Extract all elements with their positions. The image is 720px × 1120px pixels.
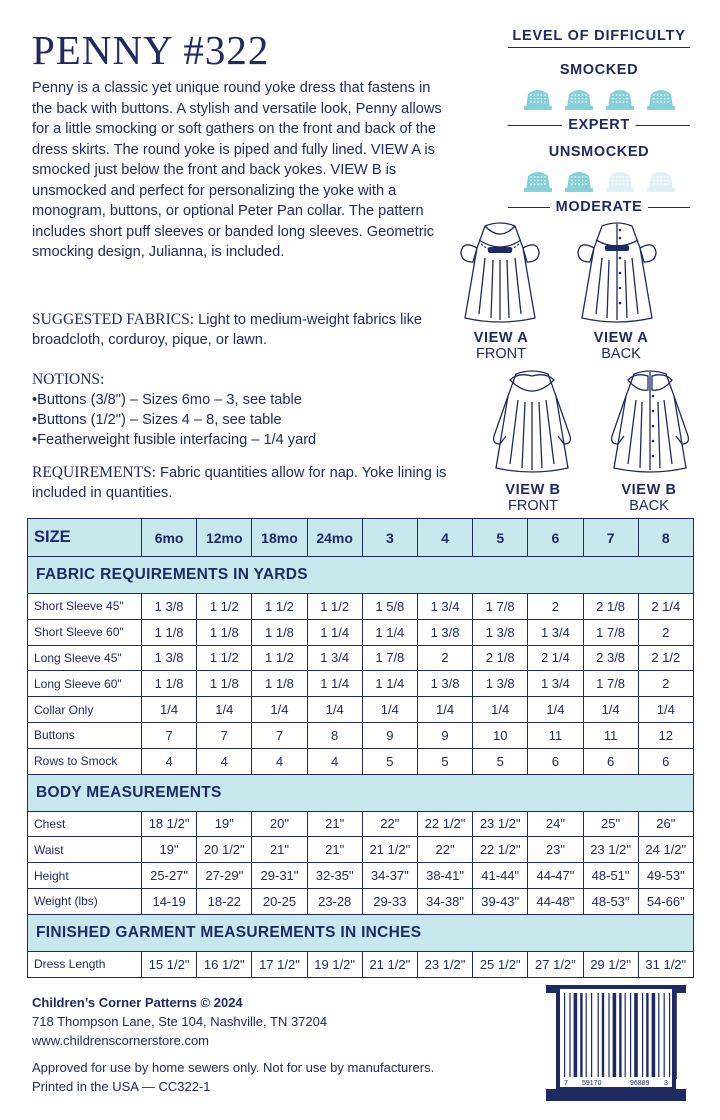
table-cell: 44-47"	[528, 863, 583, 889]
table-cell: 23 1/2"	[473, 811, 528, 837]
table-cell: 22 1/2"	[417, 811, 472, 837]
table-cell: 20-25	[252, 888, 307, 914]
size-header-cell: 24mo	[307, 519, 362, 557]
barcode-digit-left: 7	[564, 1080, 568, 1087]
table-cell: 1/4	[528, 697, 583, 723]
view-b-back-illustration	[604, 366, 696, 478]
table-row	[28, 837, 694, 863]
table-cell: 1 1/2	[252, 594, 307, 620]
table-cell: 1 3/8	[473, 619, 528, 645]
table-cell: 19"	[142, 837, 197, 863]
table-row	[28, 645, 694, 671]
table-row	[28, 594, 694, 620]
footer-notice	[32, 1058, 434, 1096]
unsmocked-label: UNSMOCKED	[548, 144, 650, 160]
table-cell: 1 1/2	[252, 645, 307, 671]
table-cell: 1/4	[197, 697, 252, 723]
size-header-cell: 6mo	[142, 519, 197, 557]
table-cell: 4	[307, 748, 362, 774]
table-cell: 1 3/8	[417, 619, 472, 645]
smocked-label: SMOCKED	[559, 62, 639, 78]
table-cell: 2 1/4	[528, 645, 583, 671]
table-cell: 22"	[362, 811, 417, 837]
table-cell: 11	[528, 722, 583, 748]
table-cell: 17 1/2"	[252, 951, 307, 977]
table-cell: 23 1/2"	[417, 951, 472, 977]
table-cell: 1 1/8	[197, 671, 252, 697]
suggested-fabrics	[32, 310, 472, 350]
size-header-cell: 3	[362, 519, 417, 557]
thimble-icon	[602, 86, 638, 110]
table-cell: 32-35"	[307, 863, 362, 889]
notions-list	[32, 390, 472, 450]
table-cell: 1 3/4	[528, 671, 583, 697]
view-a-back-label	[576, 330, 666, 362]
barcode-digit-right: 3	[664, 1080, 668, 1087]
section-title: FABRIC REQUIREMENTS IN YARDS	[28, 557, 694, 594]
table-cell: 7	[142, 722, 197, 748]
pattern-title: PENNY #322	[32, 27, 270, 73]
table-cell: 1 3/8	[142, 645, 197, 671]
notion-item: • Featherweight fusible interfacing – 1/4 yard	[32, 430, 472, 450]
table-cell: 38-41"	[417, 863, 472, 889]
printed-line: Printed in the USA — CC322-1	[32, 1079, 211, 1094]
company-name: Children’s Corner Patterns © 2024	[32, 995, 243, 1010]
table-cell: 19 1/2"	[307, 951, 362, 977]
table-section-header	[28, 774, 694, 811]
table-cell: 48-51"	[583, 863, 638, 889]
row-label: Chest	[28, 811, 142, 837]
row-label: Long Sleeve 60"	[28, 671, 142, 697]
table-cell: 16 1/2"	[197, 951, 252, 977]
table-cell: 31 1/2"	[638, 951, 693, 977]
table-cell: 34-37"	[362, 863, 417, 889]
size-header-cell: 18mo	[252, 519, 307, 557]
suggested-fabrics-text: Light to medium-weight fabrics like broadcloth, corduroy, pique, or lawn.	[32, 312, 422, 348]
table-cell: 1/4	[638, 697, 693, 723]
usage-notice: Approved for use by home sewers only. Not for use by manufacturers.	[32, 1060, 435, 1075]
table-cell: 29-31"	[252, 863, 307, 889]
view-a-back-illustration	[572, 218, 662, 328]
thimble-icon	[561, 168, 597, 192]
table-cell: 1 3/4	[528, 619, 583, 645]
size-header-label: SIZE	[28, 519, 142, 557]
table-cell: 41-44"	[473, 863, 528, 889]
table-cell: 2 1/2	[638, 645, 693, 671]
table-cell: 8	[307, 722, 362, 748]
size-header-cell: 12mo	[197, 519, 252, 557]
table-cell: 1 3/4	[307, 645, 362, 671]
table-cell: 14-19	[142, 888, 197, 914]
section-title: FINISHED GARMENT MEASUREMENTS IN INCHES	[28, 914, 694, 951]
table-cell: 5	[362, 748, 417, 774]
notion-item: • Buttons (3/8") – Sizes 6mo – 3, see table	[32, 390, 472, 410]
table-cell: 1 1/4	[307, 619, 362, 645]
table-cell: 25"	[583, 811, 638, 837]
company-website: www.childrenscornerstore.com	[32, 1033, 210, 1048]
table-cell: 2 3/8	[583, 645, 638, 671]
table-cell: 1 1/8	[197, 619, 252, 645]
table-cell: 1/4	[142, 697, 197, 723]
notion-item: • Buttons (1/2") – Sizes 4 – 8, see table	[32, 410, 472, 430]
table-cell: 1 5/8	[362, 594, 417, 620]
table-row	[28, 888, 694, 914]
table-cell: 1 1/2	[307, 594, 362, 620]
table-cell: 22"	[417, 837, 472, 863]
table-cell: 25-27"	[142, 863, 197, 889]
table-cell: 9	[362, 722, 417, 748]
row-label: Short Sleeve 45"	[28, 594, 142, 620]
table-cell: 23-28	[307, 888, 362, 914]
section-title: BODY MEASUREMENTS	[28, 774, 694, 811]
table-cell: 1 7/8	[583, 619, 638, 645]
table-cell: 21"	[252, 837, 307, 863]
table-cell: 6	[638, 748, 693, 774]
requirements	[32, 463, 472, 503]
table-cell: 18-22	[197, 888, 252, 914]
table-cell: 20 1/2"	[197, 837, 252, 863]
table-row	[28, 722, 694, 748]
table-cell: 2	[528, 594, 583, 620]
table-cell: 4	[142, 748, 197, 774]
unsmocked-thimbles	[508, 168, 690, 192]
table-cell: 4	[197, 748, 252, 774]
size-header-cell: 8	[638, 519, 693, 557]
row-label: Waist	[28, 837, 142, 863]
row-label: Long Sleeve 45"	[28, 645, 142, 671]
table-row	[28, 619, 694, 645]
table-cell: 12	[638, 722, 693, 748]
table-cell: 1/4	[252, 697, 307, 723]
table-cell: 21 1/2"	[362, 837, 417, 863]
smocked-level-text: EXPERT	[562, 117, 636, 133]
table-cell: 4	[252, 748, 307, 774]
table-cell: 1 1/4	[362, 619, 417, 645]
thimble-icon	[520, 86, 556, 110]
table-cell: 34-38"	[417, 888, 472, 914]
thimble-icon	[643, 86, 679, 110]
table-cell: 23"	[528, 837, 583, 863]
table-cell: 39-43"	[473, 888, 528, 914]
row-label: Buttons	[28, 722, 142, 748]
smocked-level	[508, 116, 690, 134]
table-cell: 1 1/2	[197, 594, 252, 620]
table-cell: 21"	[307, 837, 362, 863]
view-name: VIEW B	[505, 482, 561, 498]
table-cell: 1/4	[307, 697, 362, 723]
table-cell: 1/4	[417, 697, 472, 723]
table-cell: 10	[473, 722, 528, 748]
view-name: VIEW A	[473, 330, 529, 346]
table-cell: 1 1/2	[197, 645, 252, 671]
table-cell: 2 1/8	[473, 645, 528, 671]
unsmocked-level	[508, 198, 690, 216]
view-b-front-label	[488, 482, 578, 514]
table-cell: 19"	[197, 811, 252, 837]
table-cell: 9	[417, 722, 472, 748]
pattern-description: Penny is a classic yet unique round yoke dress that fastens in the back with buttons. A stylish and versatile look, Penny allows for a little smocking or soft gathers on the front and back of the dress skirts. The round yoke is piped and fully lined. VIEW A is smocked just below the front and back yokes. VIEW B is unsmocked and perfect for personalizing the yoke with a monogram, buttons, or optional Peter Pan collar. The pattern includes short puff sleeves or banded long sleeves. Geometric smocking design, Julianna, is included.	[32, 80, 442, 260]
table-cell: 2 1/8	[583, 594, 638, 620]
table-cell: 54-66"	[638, 888, 693, 914]
suggested-fabrics-heading: SUGGESTED FABRICS:	[32, 311, 195, 328]
row-label: Dress Length	[28, 951, 142, 977]
table-cell: 5	[417, 748, 472, 774]
table-cell: 24"	[528, 811, 583, 837]
table-cell: 1 1/8	[252, 671, 307, 697]
table-cell: 25 1/2"	[473, 951, 528, 977]
table-cell: 7	[197, 722, 252, 748]
table-cell: 2	[638, 671, 693, 697]
table-cell: 5	[473, 748, 528, 774]
notions-heading: NOTIONS:	[32, 371, 105, 388]
size-header-cell: 5	[473, 519, 528, 557]
smocked-thimbles	[508, 86, 690, 110]
table-row	[28, 951, 694, 977]
table-cell: 2	[638, 619, 693, 645]
table-cell: 7	[252, 722, 307, 748]
row-label: Short Sleeve 60"	[28, 619, 142, 645]
view-name: VIEW B	[621, 482, 677, 498]
table-cell: 1 1/8	[142, 671, 197, 697]
unsmocked-level-text: MODERATE	[550, 199, 649, 215]
requirements-text: Fabric quantities allow for nap. Yoke lining is included in quantities.	[32, 465, 447, 501]
table-cell: 1 3/8	[417, 671, 472, 697]
view-side: FRONT	[508, 498, 558, 514]
table-cell: 1 7/8	[473, 594, 528, 620]
row-label: Collar Only	[28, 697, 142, 723]
table-cell: 15 1/2"	[142, 951, 197, 977]
view-name: VIEW A	[593, 330, 649, 346]
size-header-cell: 6	[528, 519, 583, 557]
table-cell: 1 1/4	[362, 671, 417, 697]
table-cell: 29-33	[362, 888, 417, 914]
table-cell: 18 1/2"	[142, 811, 197, 837]
size-header-cell: 4	[417, 519, 472, 557]
table-cell: 11	[583, 722, 638, 748]
table-row	[28, 671, 694, 697]
table-cell: 1 1/8	[252, 619, 307, 645]
row-label: Weight (lbs)	[28, 888, 142, 914]
table-cell: 1/4	[583, 697, 638, 723]
table-row	[28, 811, 694, 837]
table-cell: 44-48"	[528, 888, 583, 914]
table-row	[28, 697, 694, 723]
notions	[32, 370, 472, 450]
table-cell: 24 1/2"	[638, 837, 693, 863]
view-b-front-illustration	[486, 366, 578, 478]
company-address: 718 Thompson Lane, Ste 104, Nashville, TN 37204	[32, 1014, 328, 1029]
row-label: Height	[28, 863, 142, 889]
table-cell: 2 1/4	[638, 594, 693, 620]
view-side: BACK	[601, 346, 641, 362]
row-label: Rows to Smock	[28, 748, 142, 774]
table-section-header	[28, 914, 694, 951]
table-cell: 21"	[307, 811, 362, 837]
table-cell: 20"	[252, 811, 307, 837]
thimble-icon	[643, 168, 679, 192]
view-a-front-illustration	[455, 218, 545, 328]
table-row	[28, 863, 694, 889]
table-cell: 6	[528, 748, 583, 774]
table-cell: 22 1/2"	[473, 837, 528, 863]
table-cell: 1 7/8	[583, 671, 638, 697]
table-cell: 6	[583, 748, 638, 774]
barcode-digits-1: 59170	[582, 1080, 602, 1087]
table-section-header	[28, 557, 694, 594]
table-cell: 1 1/8	[142, 619, 197, 645]
barcode	[540, 985, 692, 1101]
size-header-cell: 7	[583, 519, 638, 557]
footer-contact	[32, 993, 327, 1050]
table-cell: 48-53"	[583, 888, 638, 914]
barcode-digits-2: 96889	[630, 1080, 650, 1087]
thimble-icon	[520, 168, 556, 192]
difficulty-title: LEVEL OF DIFFICULTY	[508, 28, 690, 48]
thimble-icon	[602, 168, 638, 192]
table-cell: 27 1/2"	[528, 951, 583, 977]
table-cell: 29 1/2"	[583, 951, 638, 977]
view-side: BACK	[629, 498, 669, 514]
view-side: FRONT	[476, 346, 526, 362]
table-cell: 1 3/4	[417, 594, 472, 620]
table-cell: 1 7/8	[362, 645, 417, 671]
table-cell: 1/4	[362, 697, 417, 723]
size-header-row	[28, 519, 694, 557]
table-cell: 23 1/2"	[583, 837, 638, 863]
requirements-heading: REQUIREMENTS:	[32, 464, 156, 481]
view-a-front-label	[456, 330, 546, 362]
view-b-back-label	[604, 482, 694, 514]
table-cell: 1 1/4	[307, 671, 362, 697]
size-table	[27, 518, 694, 978]
table-cell: 27-29"	[197, 863, 252, 889]
table-cell: 1/4	[473, 697, 528, 723]
table-cell: 1 3/8	[473, 671, 528, 697]
table-cell: 1 3/8	[142, 594, 197, 620]
table-cell: 2	[417, 645, 472, 671]
table-cell: 26"	[638, 811, 693, 837]
thimble-icon	[561, 86, 597, 110]
table-cell: 49-53"	[638, 863, 693, 889]
table-cell: 21 1/2"	[362, 951, 417, 977]
difficulty-panel	[508, 28, 690, 216]
table-row	[28, 748, 694, 774]
